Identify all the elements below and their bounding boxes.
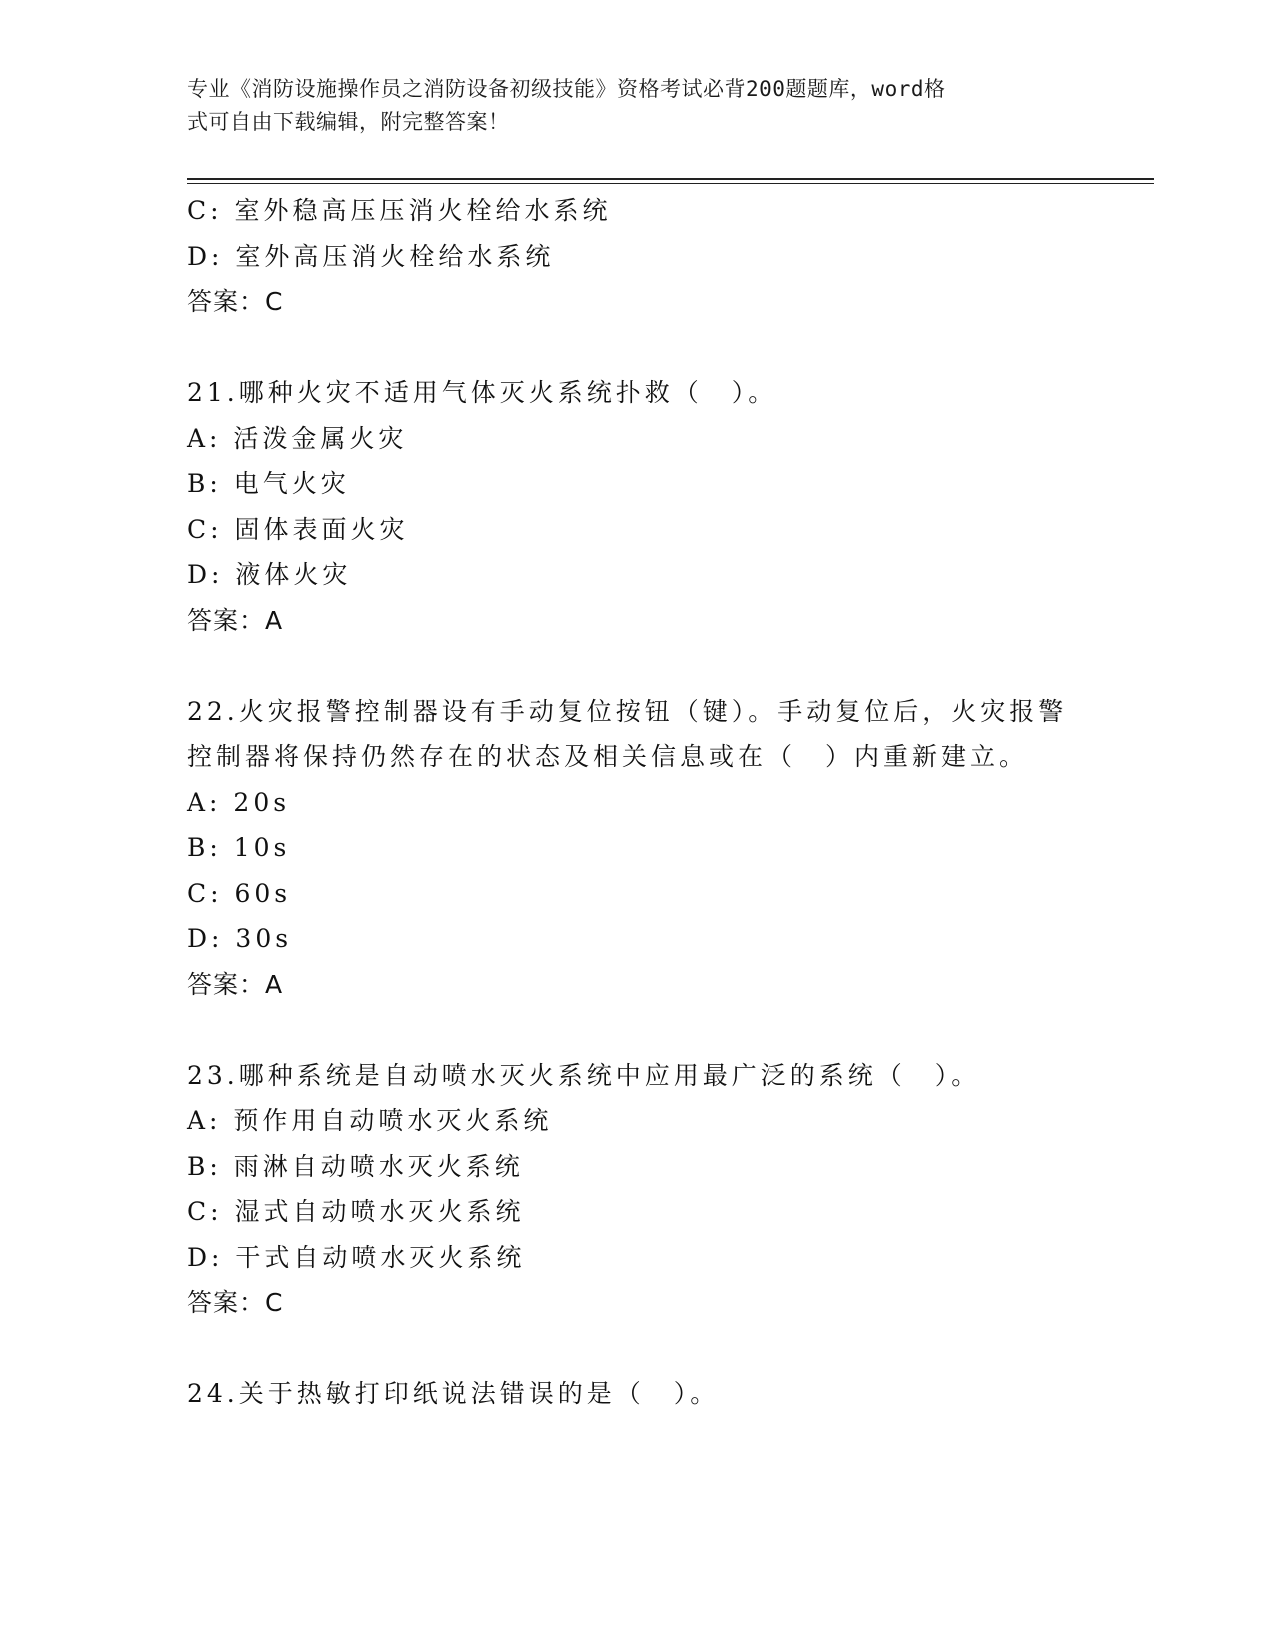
answer-line: 答案：C — [187, 1288, 284, 1317]
answer-line: 答案：A — [187, 969, 284, 999]
option-a: A: 活泼金属火灾 — [187, 423, 408, 453]
spacer — [187, 643, 1147, 689]
header-line-1: 专业《消防设施操作员之消防设备初级技能》资格考试必背200题题库，word格 — [187, 77, 946, 101]
option-d: D: 液体火灾 — [187, 560, 352, 589]
spacer — [187, 1007, 1147, 1053]
option-c: C: 60s — [187, 878, 292, 908]
question-21 — [187, 370, 1147, 643]
question-24 — [187, 1371, 1147, 1417]
header-line-2: 式可自由下载编辑，附完整答案！ — [187, 110, 510, 134]
spacer — [187, 1326, 1147, 1372]
header-rule-thin — [187, 183, 1154, 184]
option-c: C: 湿式自动喷水灭火系统 — [187, 1197, 525, 1226]
question-text: 24.关于热敏打印纸说法错误的是（ ）。 — [187, 1379, 720, 1408]
option-b: B: 电气火灾 — [187, 469, 350, 498]
option-c: C: 室外稳高压压消火栓给水系统 — [187, 196, 612, 225]
header-rule-thick — [187, 178, 1154, 180]
question-22 — [187, 689, 1147, 1008]
spacer — [187, 325, 1147, 371]
option-a: A: 20s — [187, 787, 291, 817]
option-b: B: 10s — [187, 833, 291, 862]
option-d: D: 30s — [187, 924, 293, 953]
answer-line: 答案：C — [187, 287, 284, 316]
answer-line: 答案：A — [187, 605, 284, 635]
previous-question-tail — [187, 188, 1147, 325]
option-a: A: 预作用自动喷水灭火系统 — [187, 1106, 553, 1135]
question-text: 21.哪种火灾不适用气体灭火系统扑救（ ）。 — [187, 378, 778, 407]
document-header — [187, 73, 1067, 139]
question-text: 23.哪种系统是自动喷水灭火系统中应用最广泛的系统（ ）。 — [187, 1060, 981, 1090]
option-d: D: 干式自动喷水灭火系统 — [187, 1242, 526, 1272]
question-text-continued: 控制器将保持仍然存在的状态及相关信息或在（ ）内重新建立。 — [187, 742, 1029, 771]
question-23 — [187, 1053, 1147, 1326]
option-d: D: 室外高压消火栓给水系统 — [187, 241, 555, 271]
question-list — [187, 188, 1147, 1417]
question-text: 22.火灾报警控制器设有手动复位按钮（键）。手动复位后，火灾报警 — [187, 696, 1068, 726]
option-b: B: 雨淋自动喷水灭火系统 — [187, 1151, 524, 1181]
option-c: C: 固体表面火灾 — [187, 514, 409, 544]
